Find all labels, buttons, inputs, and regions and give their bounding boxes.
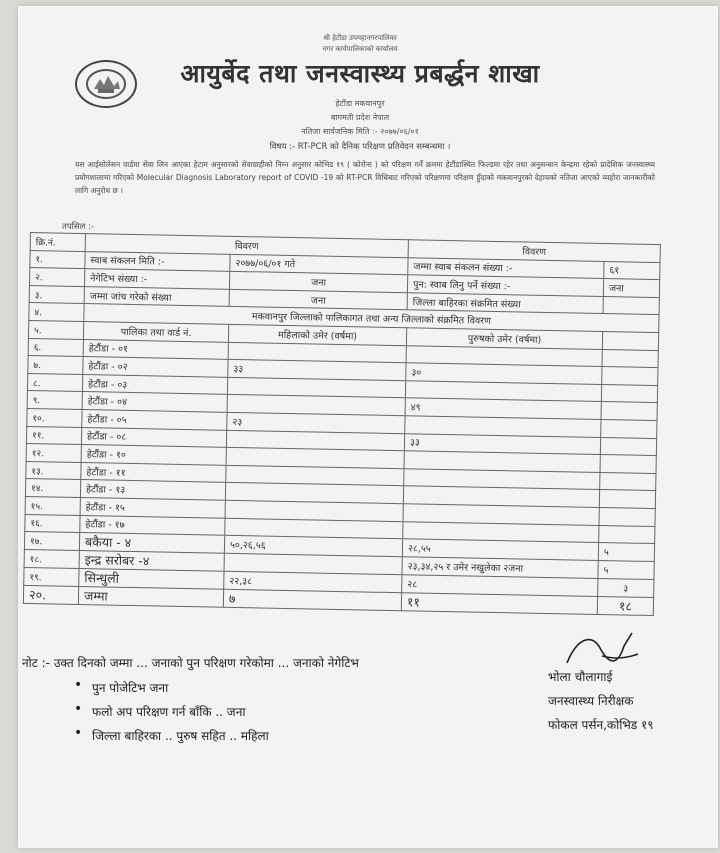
table-cell: सिन्धुली — [79, 569, 224, 590]
table-cell — [601, 384, 657, 403]
page-title: आयुर्बेद तथा जनस्वास्थ्य प्रबर्द्धन शाखा — [180, 59, 540, 88]
table-cell: हेटौंडा - ०८ — [81, 427, 226, 447]
table-cell: नेगेटिभ संख्या :- — [84, 269, 229, 289]
table-cell: ४९ — [405, 398, 601, 419]
table-cell — [599, 525, 655, 544]
table-cell: ५. — [28, 320, 83, 339]
table-cell: २. — [29, 268, 84, 287]
table-cell: १८. — [24, 550, 79, 569]
table-cell: हेटौंडा - ०४ — [82, 392, 227, 412]
table-cell: हेटौंडा - १३ — [80, 480, 225, 500]
table-cell: ११ — [401, 593, 597, 615]
table-cell: जम्मा — [78, 587, 223, 608]
table-cell: मकवानपुर जिल्लाको पालिकागत तथा अन्य जिल्लाको संक्रमित विवरण — [84, 304, 659, 333]
result-date: नतिजा सार्वजनिक मिति :- २०७७/०६/०१ — [301, 127, 419, 136]
table-cell: २०. — [23, 586, 78, 605]
table-cell: ६. — [28, 338, 83, 357]
table-cell: जना — [229, 289, 407, 310]
table-cell: इन्द्र सरोबर -४ — [79, 551, 224, 572]
subject-line: विषय :- RT-PCR को दैनिक परिक्षण प्रतिवेदन सम्बन्धमा । — [269, 142, 451, 152]
table-cell: १०. — [27, 408, 82, 427]
table-cell — [602, 331, 658, 350]
table-cell: हेटौंडा - १५ — [80, 497, 225, 517]
table-cell — [600, 455, 656, 474]
table-cell: विवरण — [408, 240, 660, 262]
table-cell: पालिका तथा वार्ड नं. — [83, 322, 228, 342]
table-cell: २०७७/०६/०१ गते — [230, 254, 408, 275]
table-cell: हेटौंडा - ०२ — [83, 357, 228, 377]
header-office-line-2: नगर कार्यपालिकाको कार्यालय — [322, 45, 398, 53]
signature-mark — [562, 628, 642, 673]
header-office-line: श्री हेटौंडा उपमहानगरपालिका — [323, 34, 397, 42]
table-cell: पुरुषको उमेर (वर्षमा) — [406, 328, 602, 349]
signatory-title: जनस्वास्थ्य निरीक्षक — [548, 694, 634, 708]
table-cell: ७. — [28, 356, 83, 375]
table-cell — [601, 419, 657, 438]
table-cell: ५०,२६,५६ — [224, 535, 402, 556]
table-cell — [602, 367, 658, 386]
table-cell — [601, 402, 657, 421]
table-cell: १३. — [26, 461, 81, 480]
table-cell: ११. — [26, 426, 81, 445]
table-cell: १७. — [24, 532, 79, 551]
table-cell: २३ — [227, 412, 405, 433]
table-cell — [603, 296, 659, 315]
table-cell: १४. — [25, 479, 80, 498]
table-cell: २३,३४,२५ र उमेर नखुलेका २जना — [402, 557, 598, 579]
table-cell: हेटौंडा - ०१ — [83, 339, 228, 359]
table-cell: क्रि.नं. — [30, 233, 85, 252]
table-cell — [599, 507, 655, 526]
table-cell: ३३ — [228, 359, 406, 380]
table-cell: महिलाको उमेर (वर्षमा) — [228, 324, 406, 345]
table-cell: १. — [30, 250, 85, 269]
table-cell — [600, 472, 656, 491]
footer-note: नोट :- उक्त दिनको जम्मा ... जनाको पुन परिक्षण गरेकोमा ... जनाको नेगेटिभ — [22, 656, 359, 670]
signatory-role: फोकल पर्सन,कोभिड १९ — [548, 718, 654, 732]
table-cell: ५ — [598, 561, 654, 580]
table-cell: ७ — [223, 589, 401, 610]
table-cell: जिल्ला बाहिरका संक्रमित संख्या — [407, 293, 603, 314]
table-cell — [599, 490, 655, 509]
table-cell: ३ — [598, 579, 654, 598]
table-cell: १८ — [597, 597, 653, 616]
table-cell: ३३ — [404, 433, 600, 454]
table-cell: २८ — [402, 575, 598, 597]
table-cell: १६. — [25, 514, 80, 533]
table-cell: ८. — [27, 373, 82, 392]
table-cell: विवरण — [85, 234, 408, 258]
table-cell: ६१ — [604, 261, 660, 280]
header-province: बागमती प्रदेश नेपाल — [330, 113, 390, 122]
table-cell — [602, 349, 658, 368]
bullet-item: • जिल्ला बाहिरका .. पुरुष सहित .. महिला — [92, 727, 269, 744]
table-cell: जना — [229, 272, 407, 293]
table-cell: हेटौंडा - ११ — [81, 462, 226, 482]
table-cell: हेटौंडा - १७ — [80, 515, 225, 535]
table-cell: ५ — [598, 543, 654, 562]
table-cell: २२,३८ — [224, 571, 402, 592]
table-cell: १२. — [26, 444, 81, 463]
table-cell: हेटौंडा - ०३ — [82, 374, 227, 394]
table-cell: ४. — [29, 303, 84, 322]
table-cell — [600, 437, 656, 456]
bullet-item: • पुन पोजेटिभ जना — [92, 679, 168, 696]
table-cell: २८,५५ — [402, 539, 598, 561]
table-cell: हेटौंडा - ०५ — [82, 409, 227, 429]
table-cell: ९. — [27, 391, 82, 410]
table-cell: ३० — [406, 363, 602, 384]
table-cell: पुन: स्वाब लिनु पर्ने संख्या :- — [407, 275, 603, 296]
signatory-name: भोला चौलागाई — [548, 670, 613, 684]
header-place: हेटौंडा मकवानपुर — [335, 99, 385, 108]
table-cell: ३. — [29, 285, 84, 304]
table-cell: १५. — [25, 496, 80, 515]
bullet-item: • फलो अप परिक्षण गर्न बाँकि .. जना — [92, 703, 245, 720]
table-cell: १९. — [24, 568, 79, 587]
table-cell: बकैया - ४ — [79, 533, 224, 554]
table-cell: हेटौंडा - १० — [81, 445, 226, 465]
table-cell: जना — [603, 279, 659, 298]
table-cell: जम्मा स्वाब संकलन संख्या :- — [408, 257, 604, 278]
details-label: तपसिल :- — [62, 222, 95, 232]
intro-paragraph: यस आईसोलेसन वार्डमा सेवा लिन आएका हेटाम अनुसारको सेवाग्राहीको निम्न अनुसार कोभिड १९ ( कोरोना ) को परिक्षण गर्ने क्रममा हेटौंडास्थित फिल्डमा रहेर तथा अनुसन्धान केन्द्रमा रहेको प्रादेशिक जनस्वास्थ्य प्रयोगशालामा गरिएको Molecular Diagnosis Laboratory report of COVID -19 को RT-PCR विधिबाट गरिएको परिक्षणमा परिक्षण हुँदाको मकवानपुरको देहायको नतिजा आएको व्यहोरा जानकारीको लागि अनुरोध छ । — [75, 160, 655, 195]
report-table — [23, 232, 661, 616]
table-cell: स्वाब संकलन मिति :- — [85, 251, 230, 271]
table-cell: जम्मा जांच गरेको संख्या — [84, 286, 229, 306]
